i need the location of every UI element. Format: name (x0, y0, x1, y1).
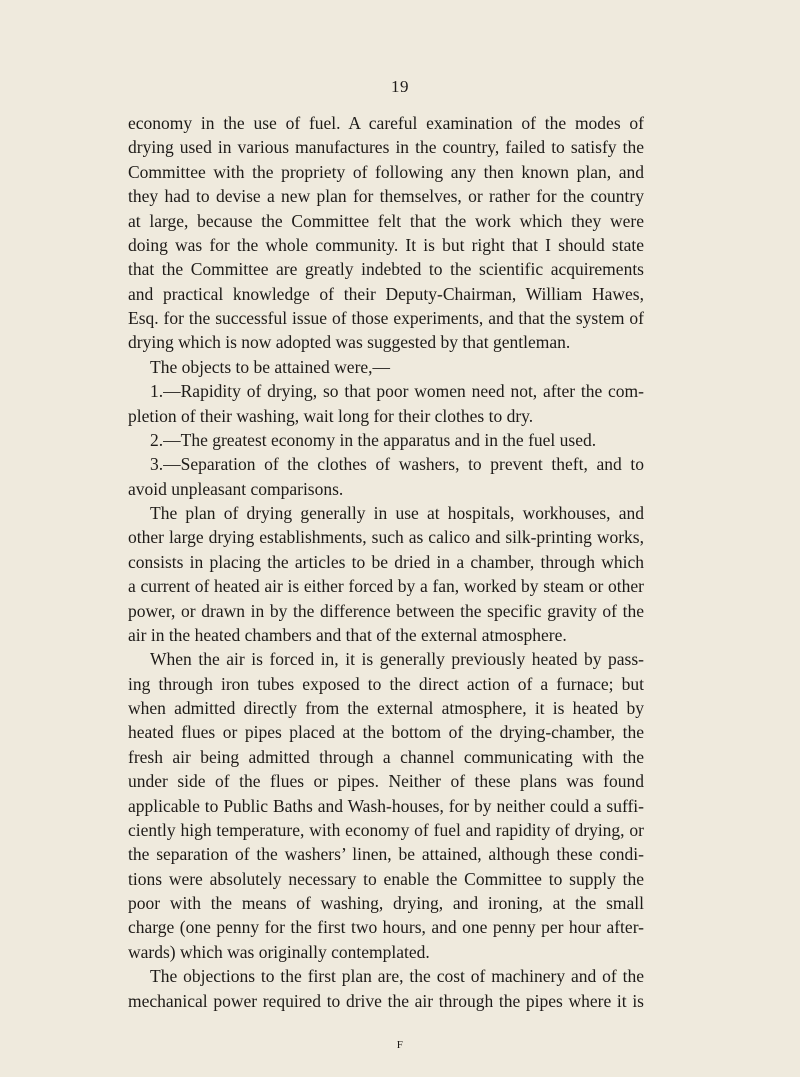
text-line: The plan of drying generally in use at hospitals, workhouses, and (150, 503, 644, 523)
text-line: ing through iron tubes exposed to the direct action of a furnace; but (128, 673, 644, 694)
text-line: The objects to be attained were,— (150, 356, 391, 377)
signature-mark: F (396, 1039, 404, 1051)
text-line: wards) which was originally contemplated. (128, 941, 430, 962)
text-line: economy in the use of fuel. A careful examination of the modes of (128, 113, 644, 133)
text-line: poor with the means of washing, drying, and ironing, at the small (128, 893, 644, 913)
text-line: pletion of their washing, wait long for their clothes to dry. (128, 405, 534, 426)
text-line: Esq. for the successful issue of those experiments, and that the system of (128, 308, 644, 328)
text-line: they had to devise a new plan for themselves, or rather for the country (128, 186, 644, 207)
text-line: The objections to the first plan are, the cost of machinery and of the (150, 966, 644, 987)
text-line: under side of the flues or pipes. Neither of these plans was found (128, 771, 644, 792)
text-line: applicable to Public Baths and Wash-houses, for by neither could a suffi- (128, 795, 644, 816)
text-line: drying used in various manufactures in the country, failed to satisfy the (128, 137, 644, 158)
text-line: when admitted directly from the external atmosphere, it is heated by (128, 698, 644, 718)
text-line: consists in placing the articles to be dried in a chamber, through which (128, 551, 644, 572)
text-line: 3.—Separation of the clothes of washers, to prevent theft, and to (150, 454, 644, 475)
text-line: charge (one penny for the first two hours, and one penny per hour after- (128, 917, 644, 938)
text-line: When the air is forced in, it is generally previously heated by pass- (150, 649, 644, 670)
text-line: drying which is now adopted was suggested by that gentleman. (128, 332, 571, 353)
text-line: air in the heated chambers and that of the external atmosphere. (128, 624, 567, 645)
text-line: heated flues or pipes placed at the bottom of the drying-chamber, the (128, 722, 644, 743)
text-line: the separation of the washers’ linen, be attained, although these condi- (128, 844, 644, 865)
body-text (128, 111, 644, 1013)
text-line: 1.—Rapidity of drying, so that poor women need not, after the com- (150, 381, 644, 402)
text-line: fresh air being admitted through a channel communicating with the (128, 746, 644, 767)
page-number: 19 (391, 77, 409, 96)
text-line: mechanical power required to drive the air through the pipes where it is (128, 990, 644, 1011)
text-line: that the Committee are greatly indebted to the scientific acquirements (128, 259, 644, 280)
text-line: avoid unpleasant comparisons. (128, 478, 344, 499)
text-line: a current of heated air is either forced by a fan, worked by steam or other (128, 576, 644, 597)
text-line: power, or drawn in by the difference between the specific gravity of the (128, 600, 644, 621)
text-line: and practical knowledge of their Deputy-Chairman, William Hawes, (128, 283, 644, 304)
text-line: tions were absolutely necessary to enable the Committee to supply the (128, 868, 644, 889)
text-line: other large drying establishments, such as calico and silk-printing works, (128, 527, 644, 548)
text-line: doing was for the whole community. It is but right that I should state (128, 234, 644, 255)
text-line: 2.—The greatest economy in the apparatus and in the fuel used. (150, 429, 597, 450)
text-line: ciently high temperature, with economy of fuel and rapidity of drying, or (128, 819, 644, 840)
text-line: Committee with the propriety of following any then known plan, and (128, 161, 644, 182)
text-line: at large, because the Committee felt that the work which they were (128, 210, 644, 231)
